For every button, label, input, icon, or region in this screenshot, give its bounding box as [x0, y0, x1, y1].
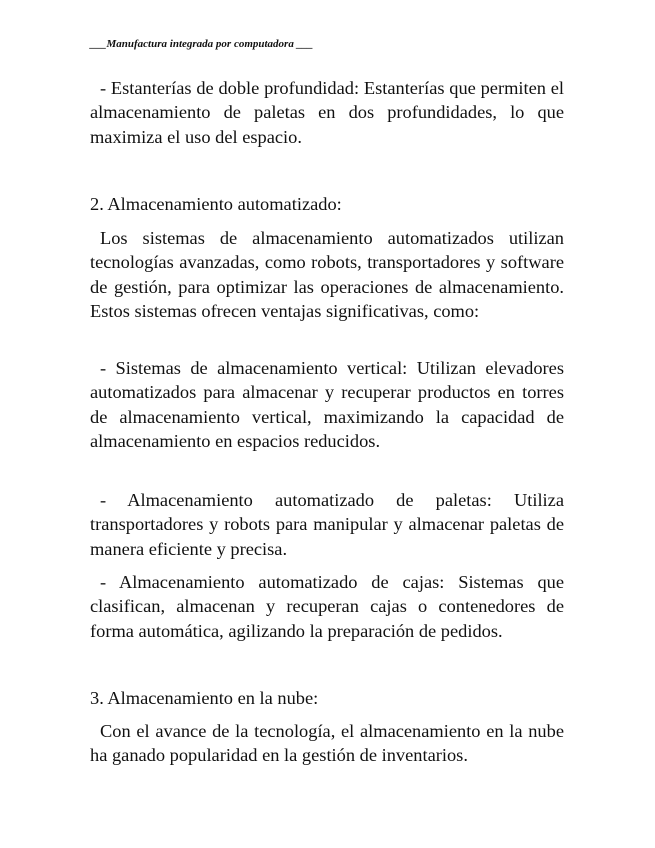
- paragraph-vertical-storage: - Sistemas de almacenamiento vertical: Utilizan elevadores automatizados para almacenar y recuperar productos en torres de almacenamiento vertical, maximizando la capacidad de almacenamiento en espacios reducidos.: [90, 358, 564, 452]
- paragraph-cloud-intro: Con el avance de la tecnología, el almacenamiento en la nube ha ganado popularidad en la gestión de inventarios.: [90, 721, 564, 766]
- paragraph-double-depth-racks: - Estanterías de doble profundidad: Estanterías que permiten el almacenamiento de paletas en dos profundidades, lo que maximiza el uso del espacio.: [90, 78, 564, 147]
- section-heading-cloud-storage: 3. Almacenamiento en la nube:: [90, 688, 319, 708]
- paragraph-automated-intro: Los sistemas de almacenamiento automatizados utilizan tecnologías avanzadas, como robots, transportadores y software de gestión, para optimizar las operaciones de almacenamiento. Estos sistemas ofrecen ventajas significativas, como:: [90, 228, 564, 322]
- paragraph-automated-boxes: - Almacenamiento automatizado de cajas: Sistemas que clasifican, almacenan y recuperan cajas o contenedores de forma automática, agilizando la preparación de pedidos.: [90, 572, 564, 641]
- paragraph-automated-pallets: - Almacenamiento automatizado de paletas: Utiliza transportadores y robots para manipular y almacenar paletas de manera eficiente y precisa.: [90, 490, 564, 559]
- running-header: ___Manufactura integrada por computadora ___: [90, 38, 314, 50]
- section-heading-automated-storage: 2. Almacenamiento automatizado:: [90, 194, 342, 214]
